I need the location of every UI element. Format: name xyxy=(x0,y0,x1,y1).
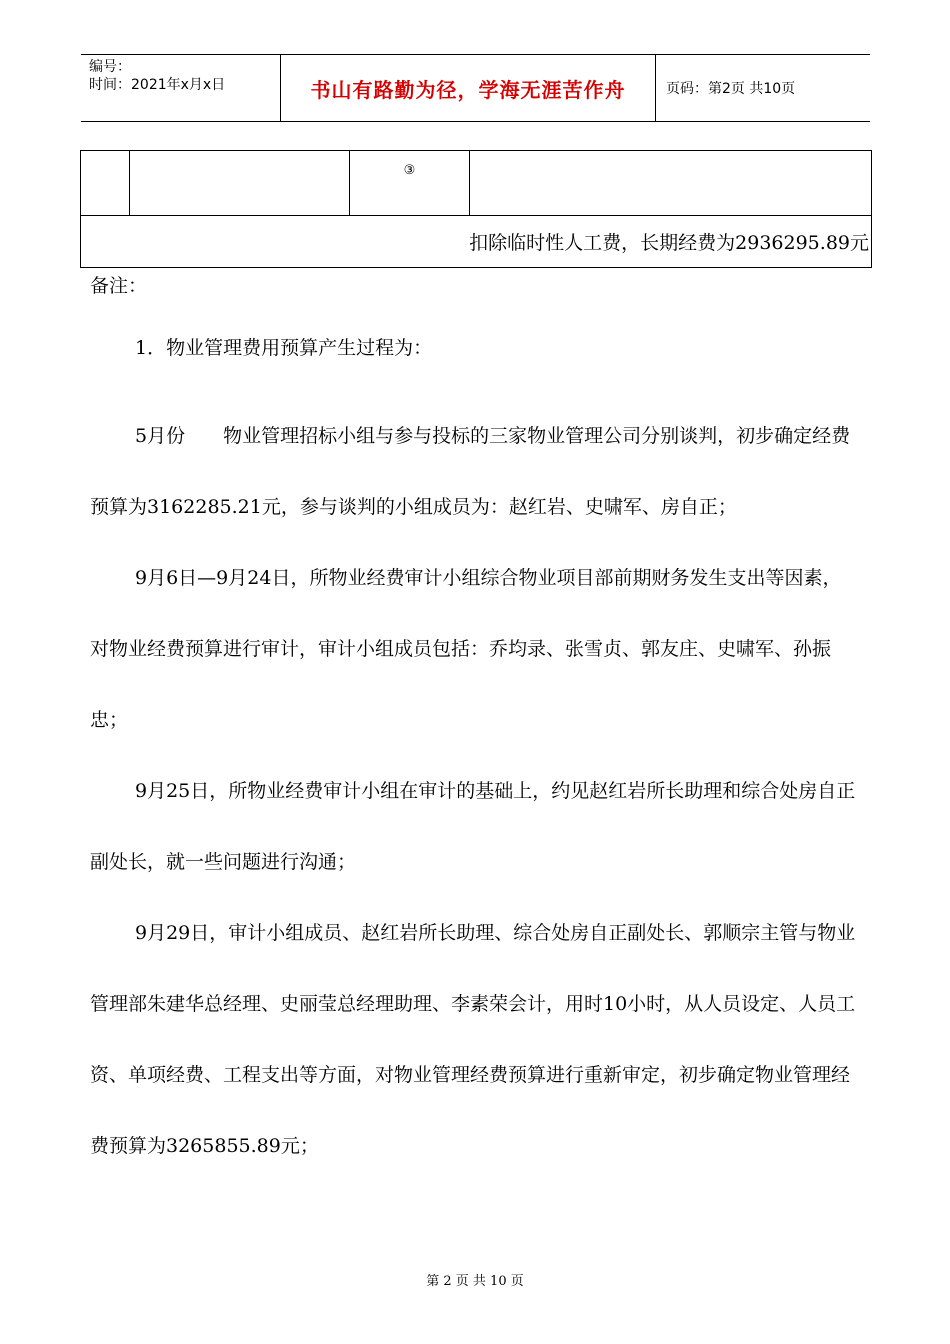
notes-item-1: 1．物业管理费用预算产生过程为： xyxy=(135,337,433,359)
notes-section xyxy=(90,268,860,1182)
table-cell xyxy=(81,151,130,216)
header-page-info: 页码：第2页 共10页 xyxy=(666,81,796,97)
table-cell-marker: ③ xyxy=(350,151,470,216)
table-cell xyxy=(470,151,872,216)
document-time: 时间：2021年x月x日 xyxy=(89,77,226,93)
notes-paragraph: 9月25日，所物业经费审计小组在审计的基础上，约见赵红岩所长助理和综合处房自正副处长，就一些问题进行沟通； xyxy=(90,780,856,873)
page-footer: 第 2 页 共 10 页 xyxy=(426,1274,524,1289)
table-cell xyxy=(130,151,350,216)
document-number-label: 编号： xyxy=(89,59,131,75)
header-meta xyxy=(81,55,281,121)
table-row xyxy=(81,216,872,268)
table-summary-cell: 扣除临时性人工费，长期经费为2936295.89元 xyxy=(81,216,872,268)
continuation-table xyxy=(80,150,872,268)
notes-paragraph: 9月6日—9月24日，所物业经费审计小组综合物业项目部前期财务发生支出等因素，对物业经费预算进行审计，审计小组成员包括：乔均录、张雪贞、郭友庄、史啸军、孙振忠； xyxy=(90,567,842,731)
notes-label: 备注： xyxy=(90,275,148,297)
page-header xyxy=(81,54,870,122)
notes-paragraph: 9月29日，审计小组成员、赵红岩所长助理、综合处房自正副处长、郭顺宗主管与物业管理部朱建华总经理、史丽莹总经理助理、李素荣会计，用时10小时，从人员设定、人员工资、单项经费、工程支出等方面，对物业管理经费预算进行重新审定，初步确定物业管理经费预算为3265855.89元； xyxy=(90,922,856,1157)
header-motto: 书山有路勤为径，学海无涯苦作舟 xyxy=(281,55,656,121)
notes-paragraph: 5月份 物业管理招标小组与参与投标的三家物业管理公司分别谈判，初步确定经费预算为3162285.21元，参与谈判的小组成员为：赵红岩、史啸军、房自正； xyxy=(90,425,851,518)
table-row xyxy=(81,151,872,216)
